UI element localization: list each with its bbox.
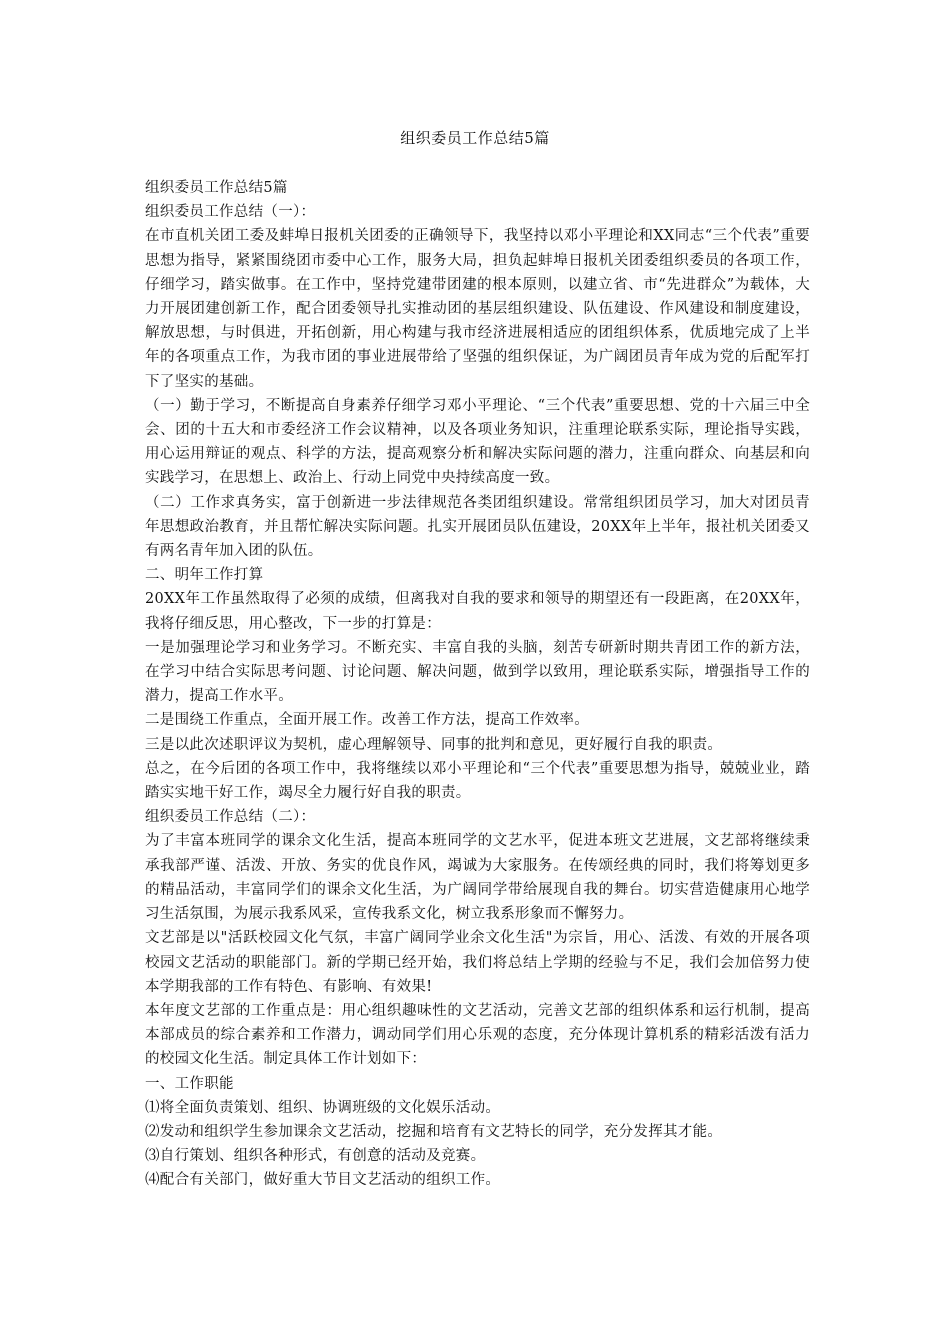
list-item: ⑴将全面负责策划、组织、协调班级的文化娱乐活动。 <box>145 1099 501 1116</box>
paragraph: 在市直机关团工委及蚌埠日报机关团委的正确领导下，我坚持以邓小平理论和XX同志“三个代表”重要思想为指导，紧紧围绕团市委中心工作，服务大局，担负起蚌埠日报机关团委组织委员的各项工作，仔细学习，踏实做事。在工作中，坚持党建带团建的根本原则，以建立省、市“先进群众”为载体，大力开展团建创新工作，配合团委领导扎实推动团的基层组织建设、队伍建设、作风建设和制度建设，解放思想，与时俱进，开拓创新，用心构建与我市经济进展相适应的团组织体系，优质地完成了上半年的各项重点工作，为我市团的事业进展带给了坚强的组织保证，为广阔团员青年成为党的后配军打下了坚实的基础。 <box>145 228 810 390</box>
document-body <box>145 176 810 1193</box>
paragraph: 二是围绕工作重点，全面开展工作。改善工作方法，提高工作效率。 <box>145 712 589 729</box>
document-title: 组织委员工作总结5篇 <box>400 129 550 147</box>
paragraph: 三是以此次述职评议为契机，虚心理解领导、同事的批判和意见，更好履行自我的职责。 <box>145 736 723 753</box>
paragraph-heading: 组织委员工作总结5篇 <box>145 180 288 196</box>
paragraph: （一）勤于学习，不断提高自身素养仔细学习邓小平理论、“三个代表”重要思想、党的十六届三中全会、团的十五大和市委经济工作会议精神，以及各项业务知识，注重理论联系实际，理论指导实践，用心运用辩证的观点、科学的方法，提高观察分析和解决实际问题的潜力，注重向群众、向基层和向实践学习，在思想上、政治上、行动上同党中央持续高度一致。 <box>145 397 810 487</box>
subsection-heading: 一、工作职能 <box>145 1075 234 1092</box>
section-heading-two: 组织委员工作总结（二）： <box>145 809 316 826</box>
paragraph: 20XX年工作虽然取得了必须的成绩，但离我对自我的要求和领导的期望还有一段距离，在20XX年，我将仔细反思，用心整改，下一步的打算是： <box>145 591 810 632</box>
subsection-heading: 二、明年工作打算 <box>145 567 264 584</box>
paragraph: 本年度文艺部的工作重点是：用心组织趣味性的文艺活动，完善文艺部的组织体系和运行机制，提高本部成员的综合素养和工作潜力，调动同学们用心乐观的态度，充分体现计算机系的精彩活泼有活力的校园文化生活。制定具体工作计划如下： <box>145 1002 810 1068</box>
paragraph: 一是加强理论学习和业务学习。不断充实、丰富自我的头脑，刻苦专研新时期共青团工作的新方法，在学习中结合实际思考问题、讨论问题、解决问题，做到学以致用，理论联系实际，增强指导工作的潜力，提高工作水平。 <box>145 639 810 705</box>
list-item: ⑶自行策划、组织各种形式，有创意的活动及竞赛。 <box>145 1148 486 1165</box>
section-heading-one: 组织委员工作总结（一）： <box>145 204 316 221</box>
paragraph: 为了丰富本班同学的课余文化生活，提高本班同学的文艺水平，促进本班文艺进展，文艺部将继续秉承我部严谨、活泼、开放、务实的优良作风，竭诚为大家服务。在传颂经典的同时，我们将筹划更多的精品活动，丰富同学们的课余文化生活，为广阔同学带给展现自我的舞台。切实营造健康用心地学习生活氛围，为展示我系风采，宣传我系文化，树立我系形象而不懈努力。 <box>145 833 810 923</box>
list-item: ⑵发动和组织学生参加课余文艺活动，挖掘和培育有文艺特长的同学，充分发挥其才能。 <box>145 1123 723 1140</box>
paragraph: 总之，在今后团的各项工作中，我将继续以邓小平理论和“三个代表”重要思想为指导，兢兢业业，踏踏实实地干好工作，竭尽全力履行好自我的职责。 <box>145 760 810 802</box>
list-item: ⑷配合有关部门，做好重大节目文艺活动的组织工作。 <box>145 1172 501 1189</box>
paragraph: 文艺部是以"活跃校园文化气氛，丰富广阔同学业余文化生活"为宗旨，用心、活泼、有效的开展各项校园文艺活动的职能部门。新的学期已经开始，我们将总结上学期的经验与不足，我们会加倍努力使本学期我部的工作有特色、有影响、有效果! <box>145 930 810 995</box>
paragraph: （二）工作求真务实，富于创新进一步法律规范各类团组织建设。常常组织团员学习，加大对团员青年思想政治教育，并且帮忙解决实际问题。扎实开展团员队伍建设，20XX年上半年，报社机关团委又有两名青年加入团的队伍。 <box>145 494 810 560</box>
